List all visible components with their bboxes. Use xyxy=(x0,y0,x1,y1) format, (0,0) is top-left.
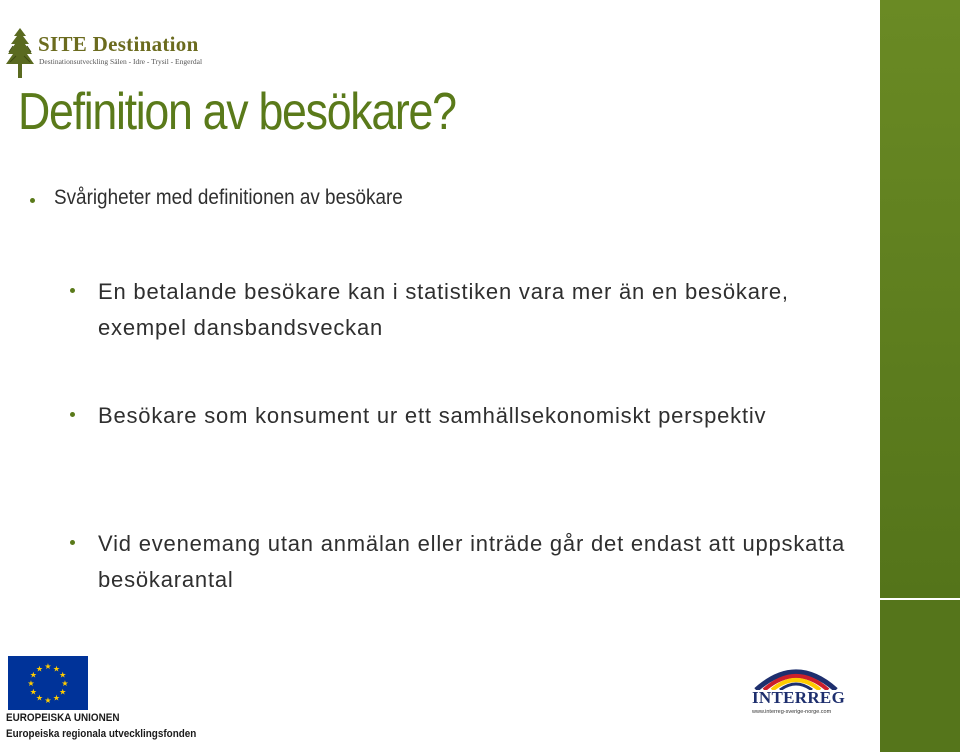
bullet-dot-icon xyxy=(70,412,75,417)
slide-title: Definition av besökare? xyxy=(18,83,456,141)
interreg-url: www.interreg-sverige-norge.com xyxy=(752,709,832,715)
interreg-name: INTERREG xyxy=(752,688,846,707)
sub-bullet-text: Besökare som konsument ur ett samhällsekonomiskt perspektiv xyxy=(98,403,767,428)
interreg-logo xyxy=(748,664,846,720)
side-bar xyxy=(880,0,960,752)
bullet-dot-icon xyxy=(70,540,75,545)
site-destination-logo xyxy=(4,26,214,80)
main-bullet-text: Svårigheter med definitionen av besökare xyxy=(54,186,403,209)
eu-label: EUROPEISKA UNIONEN xyxy=(6,712,120,724)
svg-text:★: ★ xyxy=(52,693,61,703)
svg-text:★: ★ xyxy=(52,664,61,674)
svg-text:★: ★ xyxy=(29,670,37,680)
svg-text:★: ★ xyxy=(35,693,44,703)
interreg-arc-icon xyxy=(752,664,840,690)
sidebar-top-panel xyxy=(880,0,960,600)
svg-text:★: ★ xyxy=(44,696,52,705)
svg-text:★: ★ xyxy=(35,664,44,674)
sub-bullet-text: Vid evenemang utan anmälan eller inträde går det endast att uppskatta besökarantal xyxy=(98,531,846,592)
bullet-dot-icon xyxy=(70,288,75,293)
tree-logo-icon xyxy=(4,26,36,80)
svg-text:★: ★ xyxy=(61,679,69,688)
svg-text:★: ★ xyxy=(29,687,37,697)
svg-text:★: ★ xyxy=(27,679,35,688)
logo-name: SITE Destination xyxy=(38,32,199,56)
bullet-dot-icon xyxy=(30,198,35,203)
svg-text:★: ★ xyxy=(59,687,67,697)
svg-text:★: ★ xyxy=(44,662,52,671)
sidebar-bottom-panel xyxy=(880,600,960,752)
svg-text:★: ★ xyxy=(59,670,67,680)
sub-bullet-text: En betalande besökare kan i statistiken vara mer än en besökare, exempel dansbandsveckan xyxy=(98,279,789,340)
eu-flag-icon xyxy=(8,656,88,710)
eu-fund-label: Europeiska regionala utvecklingsfonden xyxy=(6,728,197,740)
logo-tagline: Destinationsutveckling Sälen - Idre - Trysil - Engerdal xyxy=(39,57,203,66)
